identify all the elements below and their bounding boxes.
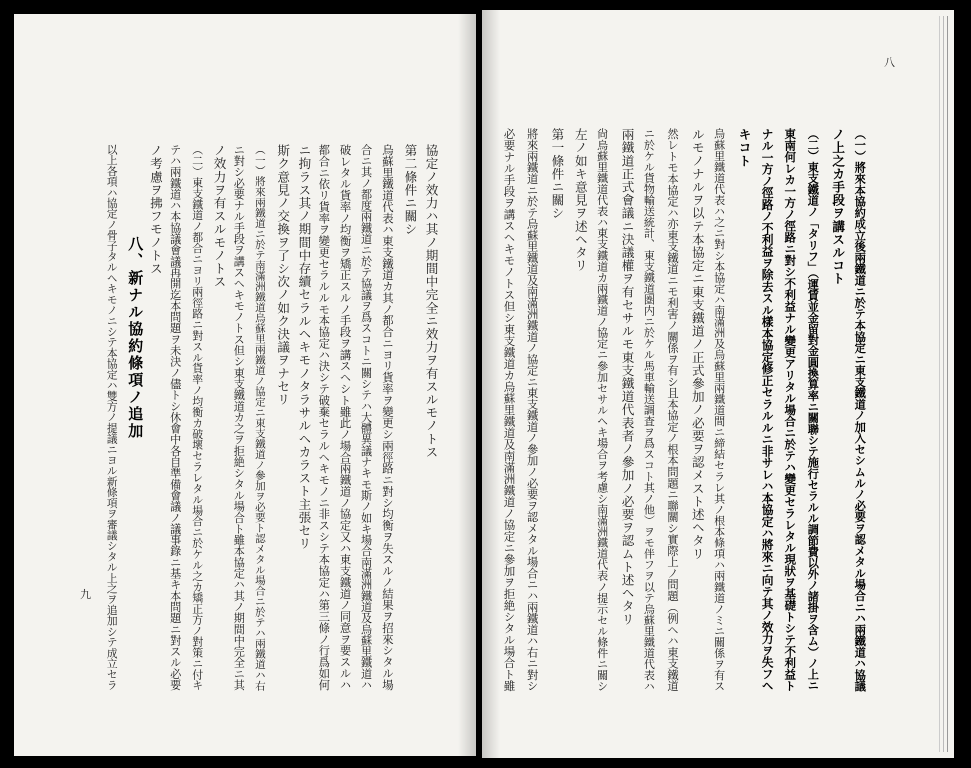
right-page-text-column: 尙烏蘇里鐵道代表ハ東支鐵道カ兩鐵道ノ協定ニ參加セサルヘキ場合ヲ考慮シ南滿洲鐵道代表ノ提示セル條件ニ關シ xyxy=(595,128,609,692)
right-page-text-column: 將來兩鐵道ニ於テ烏蘇里鐵道及南滿洲鐵道ノ協定ニ東支鐵道ノ參加ノ必要ヲ認メタル場合ニハ兩鐵道ハ右ニ對シ xyxy=(525,128,539,692)
left-page-text-column: ニ對シ必要ナル手段ヲ講スヘキモノトス但シ東支鐵道カ之ヲ拒絶シタル場合ト雖本協定ハ其ノ期間中完全ニ其 xyxy=(232,144,246,691)
right-page-text-column: 烏蘇里鐵道代表ハ之ニ對シ本協定ハ南滿洲及烏蘇里兩鐵道間ニ締結セラレ其ノ根本條項ハ兩鐵道ノミニ關係ヲ有ス xyxy=(712,128,726,692)
right-page-text-column: 第一條件ニ關シ xyxy=(549,128,565,220)
right-page-gutter-shadow xyxy=(482,10,500,758)
page-edge-line xyxy=(947,16,948,752)
right-page xyxy=(482,10,954,758)
right-page-text-column: キコト xyxy=(736,128,752,168)
right-page-text-column: ルモノナルヲ以テ本協定ニ東支鐵道ノ正式參加ノ必要ヲ認メスト述ヘタリ xyxy=(689,128,705,561)
right-page-text-column: ノ上之カ手段ヲ講スルコト xyxy=(830,128,846,286)
left-page-number: 九 xyxy=(80,588,91,601)
left-page xyxy=(14,14,476,756)
right-page-text-column: 然レトモ本協定ハ亦東支鐵道ニモ利害ノ關係ヲ有シ且本協定ノ根本問題ニ聯關シ實際上ノ問題（例ヘハ東支鐵道 xyxy=(666,128,680,692)
right-page-text-column: （一）將來本協約成立後兩鐵道ニ於テ本協定ニ東支鐵道ノ加入セシムルノ必要ヲ認メタル場合ニハ兩鐵道ハ協議 xyxy=(853,128,868,692)
left-page-text-column: ノ效力ヲ有スルモノトス xyxy=(211,144,227,289)
left-page-gutter-shadow xyxy=(458,14,476,756)
right-page-text-column: 東南何レカ一方ノ徑路ニ對シ不利益ナル變更アリタル場合ニ於テハ變更セラレタル現狀ヲ基礎トシテ不利益ト xyxy=(783,128,798,692)
left-page-text-column: 以上各項ハ協定ノ骨子タルヘキモノニシテ本協定ハ雙方ノ提議ニヨル新條項ヲ審議シタル上之ヲ追加シテ成立セラ xyxy=(105,144,119,691)
left-page-text-column: ノ考慮ヲ拂フモノトス xyxy=(147,144,163,275)
right-page-text-column: 兩鐵道正式會議ニ決議權ヲ有セサルモ東支鐵道代表者ノ參加ノ必要ヲ認ムト述ヘタリ xyxy=(619,128,635,626)
left-page-text-column: 都合ニ依リ貨率ヲ變更セラルルモ本協定ハ決シテ破棄セラルヘキモノニ非スシテ本協定ハ第三條ノ行爲如何 xyxy=(317,144,332,691)
left-page-text-column: 斯ク意見ノ交換ヲ了シ次ノ如ク決議ヲナセリ xyxy=(275,144,291,406)
page-edge-line xyxy=(939,16,940,752)
right-page-text-column: ニ於ケル貨物輸送統計、東支鐵道圏内ニ於ケル馬車輸送調査ヲ爲スコト其ノ他）ヲモ伴フヲ以テ烏蘇里鐵道代表ハ xyxy=(642,128,656,692)
left-page-text-column: 八、新ナル協約條項ノ追加 xyxy=(126,236,145,440)
right-page-text-column: ナル一方ノ徑路ノ不利益ヲ除去スル樣本協定修正セラルルニ非サレハ本協定ハ將來ニ向テ其ノ效力ヲ失フヘ xyxy=(760,128,775,692)
right-page-text-column: 左ノ如キ意見ヲ述ヘタリ xyxy=(572,128,588,273)
left-page-text-column: 破レタル貨率ノ均衡ヲ矯正スルノ手段ヲ講スヘシト雖此ノ場合兩鐵道ノ協定又ハ東支鐵道ノ同意ヲ要スルハ xyxy=(338,144,353,691)
left-page-text-column: テハ兩鐵道ハ本協議會議再開迄本問題ヲ未決ノ儘トシ休會中各自準備會議ノ議事錄ニ基キ本問題ニ對スル必要 xyxy=(168,144,182,691)
left-page-text-column: 第二條件ニ關シ xyxy=(402,144,418,236)
left-page-text-column: 烏蘇里鐵道代表ハ東支鐵道カ其ノ都合ニヨリ貨率ヲ變更シ兩徑路ニ對シ均衡ヲ失スルノ結果ヲ招來シタル場 xyxy=(380,144,395,691)
left-page-text-column: 協定ノ效力ハ其ノ期間中完全ニ效力ヲ有スルモノトス xyxy=(423,144,439,459)
right-page-text-column: （二）東支鐵道ノ「タリフ」（運賃並金留對金圓換算率ニ關聯シテ施行セラルル調節費以外ノ諸掛ヲ含ム）ノ上ニ xyxy=(806,128,820,692)
right-page-number: 八 xyxy=(884,56,895,69)
right-page-text-column: 必要ナル手段ヲ講スヘキモノトス但シ東支鐵道カ烏蘇里鐵道及南滿洲鐵道ノ協定ニ參加ヲ拒絶シタル場合ト雖 xyxy=(502,128,517,692)
left-page-text-column: （一）將來兩鐵道ニ於テ南滿洲鐵道烏蘇里兩鐵道ノ協定ニ東支鐵道ノ參加ヲ必要ト認メタル場合ニ於テハ兩鐵道ハ右 xyxy=(253,144,266,691)
left-page-text-column: ニ拘ラス其ノ期間中存續セラルヘキモノタラサルヘカラスト主張セリ xyxy=(296,144,312,551)
left-page-text-column: （二）東支鐵道ノ都合ニヨリ兩徑路ニ對スル貨率ノ均衡カ破壞セラレタル場合ニ於ケル之カ矯正方ノ對策ニ付キ xyxy=(190,144,204,691)
page-edge-line xyxy=(943,16,944,752)
left-page-text-column: 合ニ其ノ都度兩鐵道ニ於テ協議ヲ爲スコトニ關シテハ大體異議ナキモ斯ノ如キ場合南滿洲鐵道及烏蘇里鐵道ハ xyxy=(359,144,373,691)
